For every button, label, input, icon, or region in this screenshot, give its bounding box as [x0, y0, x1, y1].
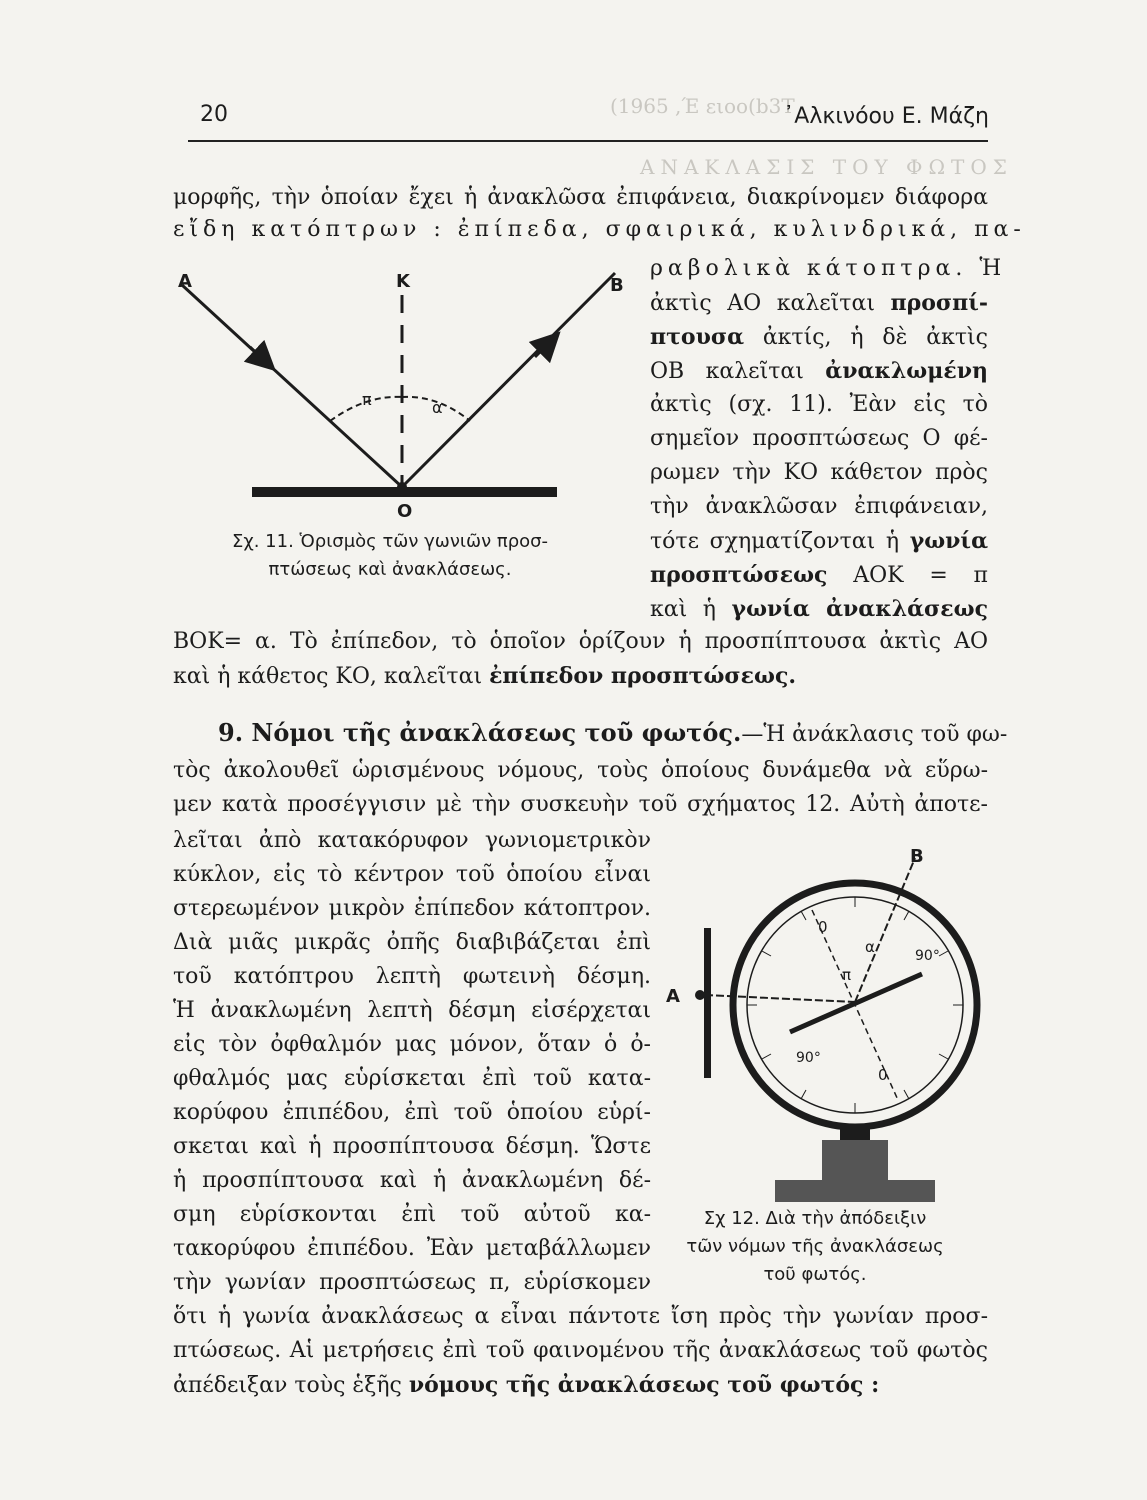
label-pi: π: [842, 966, 852, 984]
text-line: προσπτώσεως ΑΟΚ = π: [650, 562, 988, 588]
text-line: ΟΒ καλεῖται ἀνακλωμένη: [650, 358, 988, 384]
text-line: κορύφου ἐπιπέδου, ἐπὶ τοῦ ὁποίου εὑρί-: [173, 1100, 651, 1125]
running-head-author: ᾿Αλκινόου Ε. Μάζη: [783, 104, 989, 129]
text-line: ἡ προσπίπτουσα καὶ ἡ ἀνακλωμένη δέ-: [173, 1168, 651, 1193]
figure-11-reflection-diagram: [170, 265, 624, 525]
text-line: ρωμεν τὴν ΚΟ κάθετον πρὸς: [650, 460, 988, 485]
figure-12-caption: Σχ 12. Διὰ τὴν ἀπόδειξιν τῶν νόμων τῆς ἀνακλάσεως τοῦ φωτός.: [686, 1208, 944, 1285]
label-alpha: α: [865, 938, 875, 956]
label-zero: 0: [878, 1066, 888, 1084]
text-line: πτουσα ἀκτίς, ἡ δὲ ἀκτὶς: [650, 324, 988, 350]
text-line: ἀκτὶς ΑΟ καλεῖται προσπί-: [650, 290, 988, 316]
text-line: Ἡ ἀνακλωμένη λεπτὴ δέσμη εἰσέρχεται: [173, 998, 651, 1023]
text-line: εἰς τὸν ὀφθαλμόν μας μόνον, ὅταν ὁ ὀ-: [173, 1032, 651, 1057]
header-rule: [188, 140, 988, 142]
text-line: Διὰ μιᾶς μικρᾶς ὀπῆς διαβιβάζεται ἐπὶ: [173, 930, 651, 955]
text-line: τὴν γωνίαν προσπτώσεως π, εὑρίσκομεν: [173, 1270, 651, 1295]
text-line: τακορύφου ἐπιπέδου. Ἐὰν μεταβάλλωμεν: [173, 1236, 651, 1261]
label-90: 90°: [915, 948, 940, 964]
text-line: στερεωμένον μικρὸν ἐπίπεδον κάτοπτρον.: [173, 896, 651, 921]
text-line: φθαλμός μας εὑρίσκεται ἐπὶ τοῦ κατα-: [173, 1066, 651, 1091]
text-line: τὴν ἀνακλῶσαν ἐπιφάνειαν,: [650, 494, 988, 519]
label-O: Ο: [397, 501, 413, 522]
text-line: τότε σχηματίζονται ἡ γωνία: [650, 528, 988, 554]
reflected-ray: [402, 273, 615, 487]
text-line: λεῖται ἀπὸ κατακόρυφον γωνιομετρικὸν: [173, 828, 651, 853]
text-line: εἴδη κατόπτρων : ἐπίπεδα, σφαιρικά, κυλινδρικά, πα-: [173, 217, 1026, 242]
label-A: Α: [666, 986, 680, 1007]
text-line: ΒΟΚ= α. Τὸ ἐπίπεδον, τὸ ὁποῖον ὁρίζουν ἡ προσπίπτουσα ἀκτὶς ΑΟ: [173, 629, 988, 654]
label-B: Β: [610, 275, 624, 296]
section-heading: 9. Νόμοι τῆς ἀνακλάσεως τοῦ φωτός.—Ἡ ἀνάκλασις τοῦ φω-: [218, 718, 1008, 747]
text-line: ὅτι ἡ γωνία ἀνακλάσεως α εἶναι πάντοτε ἴση πρὸς τὴν γωνίαν προσ-: [173, 1304, 988, 1329]
text-line: πτώσεως. Αἱ μετρήσεις ἐπὶ τοῦ φαινομένου τῆς ἀνακλάσεως τοῦ φωτὸς: [173, 1338, 988, 1363]
text-line: μεν κατὰ προσέγγισιν μὲ τὴν συσκευὴν τοῦ σχήματος 12. Αὐτὴ ἀποτε-: [173, 792, 988, 817]
screen-with-hole: [704, 928, 711, 1078]
label-90: 90°: [796, 1050, 821, 1066]
incident-ray: [705, 995, 855, 1002]
text-line: σμη εὑρίσκονται ἐπὶ τοῦ αὐτοῦ κα-: [173, 1202, 651, 1227]
small-mirror: [790, 974, 922, 1032]
figure-11-caption: Σχ. 11. Ὁρισμὸς τῶν γωνιῶν προσ- πτώσεως καὶ ἀνακλάσεως.: [231, 531, 549, 580]
text-line: καὶ ἡ κάθετος ΚΟ, καλεῖται ἐπίπεδον προσπτώσεως.: [173, 663, 797, 689]
label-K: Κ: [396, 271, 410, 292]
text-line: ἀπέδειξαν τοὺς ἑξῆς νόμους τῆς ἀνακλάσεως τοῦ φωτός :: [173, 1372, 880, 1398]
incident-ray: [182, 285, 402, 487]
label-alpha: α: [432, 398, 443, 417]
text-line: σκεται καὶ ἡ προσπίπτουσα δέσμη. Ὥστε: [173, 1134, 651, 1159]
text-line: ραβολικὰ κάτοπτρα. Ἡ: [650, 256, 1007, 281]
bleed-through-text: ΑΝΑΚΛΑΣΙΣ ΤΟΥ ΦΩΤΟΣ: [640, 155, 1013, 179]
text-line: τοῦ κατόπτρου λεπτὴ φωτεινὴ δέσμη.: [173, 964, 651, 989]
text-line: καὶ ἡ γωνία ἀνακλάσεως: [650, 596, 988, 622]
text-line: τὸς ἀκολουθεῖ ὡρισμένους νόμους, τοὺς ὁποίους δυνάμεθα νὰ εὕρω-: [173, 758, 988, 783]
bleed-through-text: (1965 ,Έ ειοο(b3T: [610, 94, 795, 118]
label-B: Β: [910, 846, 924, 867]
label-A: Α: [178, 271, 192, 292]
stand-base: [775, 1140, 935, 1202]
text-line: σημεῖον προσπτώσεως Ο φέ-: [650, 426, 988, 451]
label-zero: 0: [818, 918, 828, 936]
page-number: 20: [200, 102, 228, 127]
figure-12-goniometer: [660, 840, 990, 1210]
label-pi: π: [362, 390, 372, 409]
text-line: μορφῆς, τὴν ὁποίαν ἔχει ἡ ἀνακλῶσα ἐπιφάνεια, διακρίνομεν διάφορα: [173, 185, 988, 210]
text-line: κύκλον, εἰς τὸ κέντρον τοῦ ὁποίου εἶναι: [173, 862, 651, 887]
text-line: ἀκτὶς (σχ. 11). Ἐὰν εἰς τὸ: [650, 392, 988, 417]
